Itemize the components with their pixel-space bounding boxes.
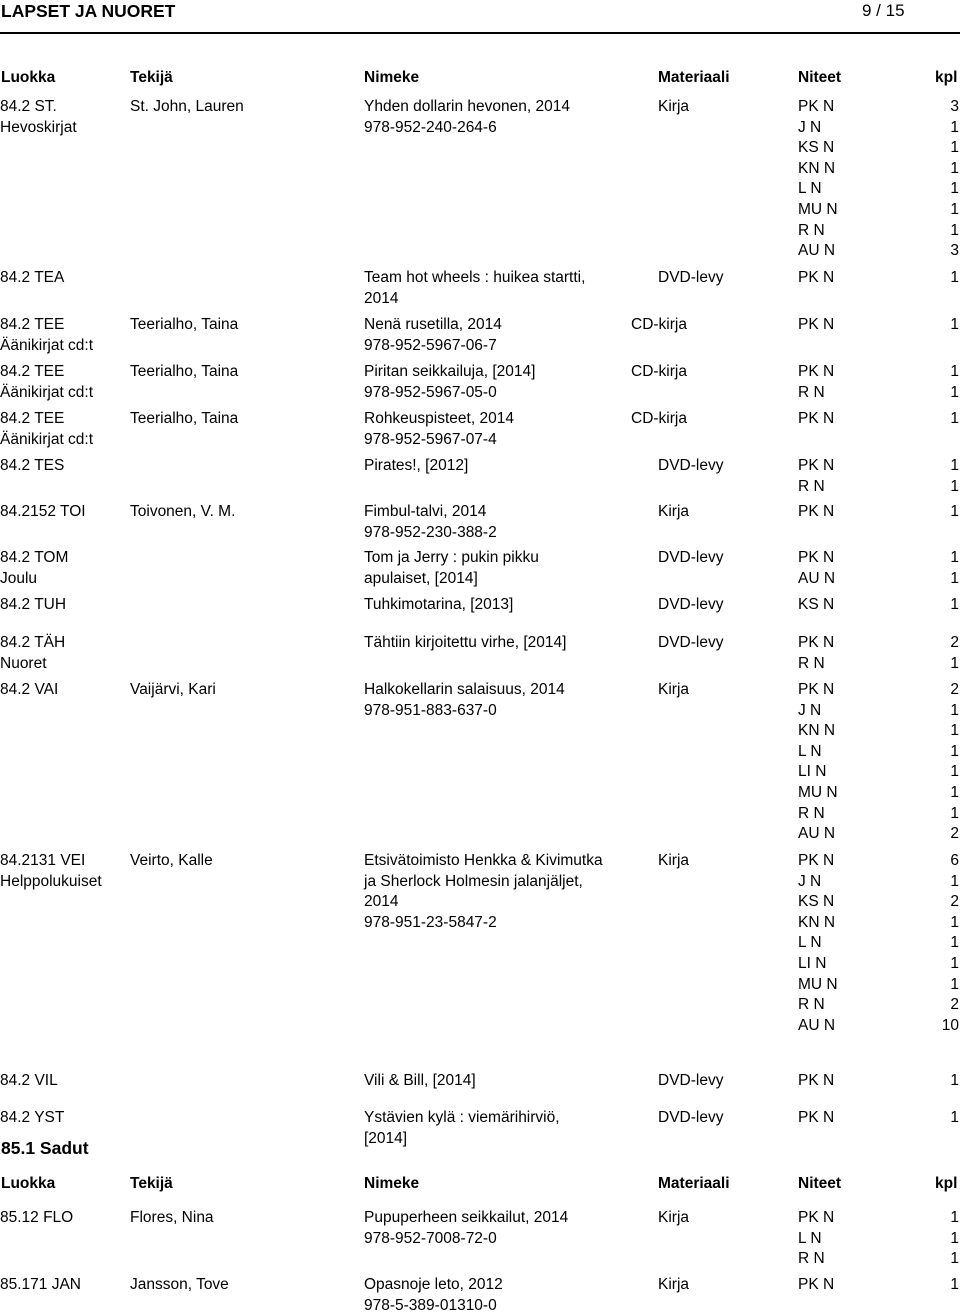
cell-kpl: 1 <box>950 1250 959 1268</box>
cell-niteet: PK N <box>798 1109 835 1126</box>
column-header-materiaali: Materiaali <box>658 69 730 86</box>
cell-kpl: 1 <box>950 269 959 286</box>
cell-niteet: R N <box>798 477 825 495</box>
cell-nimeke: 978-5-389-01310-0 <box>364 1296 497 1314</box>
cell-luokka: 84.2 TÄH <box>0 634 66 651</box>
cell-kpl: 1 <box>950 221 959 239</box>
cell-nimeke: Opasnoje leto, 2012 <box>364 1276 503 1293</box>
cell-nimeke: 978-952-230-388-2 <box>364 523 497 541</box>
cell-materiaali: Kirja <box>658 852 690 869</box>
cell-nimeke: Tuhkimotarina, [2013] <box>364 596 514 613</box>
cell-niteet: L N <box>798 934 822 952</box>
cell-nimeke: Nenä rusetilla, 2014 <box>364 316 502 333</box>
cell-nimeke: 2014 <box>364 893 399 911</box>
cell-tekija: Jansson, Tove <box>130 1276 229 1293</box>
cell-nimeke: Etsivätoimisto Henkka & Kivimutka <box>364 852 603 869</box>
cell-kpl: 1 <box>950 139 959 157</box>
cell-kpl: 1 <box>950 549 959 566</box>
cell-kpl: 1 <box>950 383 959 401</box>
cell-luokka: 85.12 FLO <box>0 1209 74 1226</box>
cell-niteet: PK N <box>798 503 835 520</box>
cell-materiaali: DVD-levy <box>658 549 724 566</box>
cell-nimeke: Halkokellarin salaisuus, 2014 <box>364 681 565 698</box>
cell-nimeke: Yhden dollarin hevonen, 2014 <box>364 98 570 115</box>
cell-niteet: AU N <box>798 825 836 843</box>
cell-nimeke: Vili & Bill, [2014] <box>364 1072 476 1089</box>
column-header-niteet: Niteet <box>798 1175 842 1192</box>
cell-luokka: 84.2152 TOI <box>0 503 86 520</box>
cell-niteet: MU N <box>798 784 838 801</box>
cell-kpl: 1 <box>950 503 959 520</box>
cell-kpl: 1 <box>950 955 959 972</box>
cell-luokka: 84.2 TEE <box>0 410 65 427</box>
cell-tekija: Toivonen, V. M. <box>130 503 236 520</box>
cell-kpl: 1 <box>950 569 959 587</box>
cell-kpl: 2 <box>950 681 959 698</box>
cell-kpl: 1 <box>950 763 959 781</box>
cell-niteet: PK N <box>798 410 835 427</box>
cell-kpl: 2 <box>950 893 959 911</box>
cell-kpl: 1 <box>950 654 959 672</box>
cell-kpl: 1 <box>950 913 959 931</box>
cell-luokka: 84.2 TEA <box>0 269 65 286</box>
cell-luokka: Äänikirjat cd:t <box>0 430 94 448</box>
cell-kpl: 1 <box>950 784 959 801</box>
cell-niteet: PK N <box>798 549 835 566</box>
cell-kpl: 2 <box>950 996 959 1014</box>
cell-kpl: 1 <box>950 1209 959 1226</box>
cell-niteet: R N <box>798 804 825 822</box>
cell-materiaali: DVD-levy <box>658 1072 724 1089</box>
cell-materiaali: DVD-levy <box>658 457 724 474</box>
cell-materiaali: Kirja <box>658 1209 690 1226</box>
cell-nimeke: Rohkeuspisteet, 2014 <box>364 410 514 427</box>
cell-niteet: AU N <box>798 1016 836 1034</box>
cell-luokka: 85.171 JAN <box>0 1276 81 1293</box>
cell-tekija: St. John, Lauren <box>130 98 244 115</box>
cell-kpl: 1 <box>950 596 959 613</box>
column-header-niteet: Niteet <box>798 69 842 86</box>
cell-kpl: 10 <box>941 1016 959 1034</box>
cell-luokka: 84.2 TES <box>0 457 65 474</box>
cell-niteet: PK N <box>798 457 835 474</box>
cell-niteet: PK N <box>798 98 835 115</box>
cell-nimeke: Pupuperheen seikkailut, 2014 <box>364 1209 569 1226</box>
column-header-tekija: Tekijä <box>130 1175 173 1192</box>
cell-kpl: 1 <box>950 742 959 760</box>
cell-niteet: R N <box>798 383 825 401</box>
cell-kpl: 1 <box>950 1276 959 1293</box>
column-header-tekija: Tekijä <box>130 69 173 86</box>
cell-kpl: 1 <box>950 1109 959 1126</box>
cell-materiaali: CD-kirja <box>631 316 687 333</box>
header-divider <box>0 32 960 34</box>
cell-tekija: Teerialho, Taina <box>130 410 239 427</box>
cell-kpl: 1 <box>950 410 959 427</box>
cell-niteet: R N <box>798 996 825 1014</box>
cell-niteet: R N <box>798 654 825 672</box>
cell-luokka: 84.2 TOM <box>0 549 69 566</box>
cell-niteet: AU N <box>798 569 836 587</box>
cell-nimeke: 978-952-5967-06-7 <box>364 336 497 354</box>
cell-niteet: MU N <box>798 201 838 218</box>
cell-kpl: 2 <box>950 825 959 843</box>
cell-niteet: PK N <box>798 634 835 651</box>
cell-luokka: 84.2 TEE <box>0 363 65 380</box>
cell-niteet: PK N <box>798 1276 835 1293</box>
cell-luokka: 84.2 ST. <box>0 98 57 115</box>
cell-kpl: 1 <box>950 316 959 333</box>
column-header-luokka: Luokka <box>1 69 56 86</box>
cell-luokka: Helppolukuiset <box>0 872 102 890</box>
cell-nimeke: Team hot wheels : huikea startti, <box>364 269 586 286</box>
cell-niteet: KS N <box>798 893 835 911</box>
cell-niteet: J N <box>798 872 822 890</box>
cell-nimeke: Tom ja Jerry : pukin pikku <box>364 549 539 566</box>
cell-kpl: 1 <box>950 363 959 380</box>
cell-kpl: 1 <box>950 872 959 890</box>
cell-kpl: 3 <box>950 98 959 115</box>
cell-kpl: 1 <box>950 1229 959 1247</box>
cell-tekija: Teerialho, Taina <box>130 363 239 380</box>
cell-nimeke: Fimbul-talvi, 2014 <box>364 503 487 520</box>
cell-nimeke: 978-952-240-264-6 <box>364 118 497 136</box>
cell-kpl: 1 <box>950 201 959 218</box>
cell-niteet: J N <box>798 118 822 136</box>
cell-nimeke: Ystävien kylä : viemärihirviö, <box>364 1109 560 1126</box>
cell-nimeke: 978-951-23-5847-2 <box>364 913 497 931</box>
column-header-kpl: kpl <box>935 1175 958 1192</box>
cell-kpl: 1 <box>950 159 959 177</box>
cell-niteet: R N <box>798 221 825 239</box>
cell-nimeke: 2014 <box>364 289 399 307</box>
cell-materiaali: Kirja <box>658 98 690 115</box>
cell-tekija: Flores, Nina <box>130 1209 214 1226</box>
cell-luokka: Joulu <box>0 569 38 587</box>
cell-materiaali: Kirja <box>658 503 690 520</box>
page-title: LAPSET JA NUORET <box>1 1 176 21</box>
cell-niteet: AU N <box>798 242 836 260</box>
cell-kpl: 1 <box>950 722 959 740</box>
cell-kpl: 1 <box>950 934 959 952</box>
cell-niteet: KS N <box>798 596 835 613</box>
cell-kpl: 1 <box>950 477 959 495</box>
page-number: 9 / 15 <box>862 1 905 20</box>
column-header-nimeke: Nimeke <box>364 1175 420 1192</box>
cell-luokka: Äänikirjat cd:t <box>0 383 94 401</box>
cell-nimeke: ja Sherlock Holmesin jalanjäljet, <box>364 872 583 890</box>
cell-tekija: Teerialho, Taina <box>130 316 239 333</box>
cell-tekija: Vaijärvi, Kari <box>130 681 216 698</box>
cell-nimeke: Pirates!, [2012] <box>364 457 469 474</box>
cell-luokka: Nuoret <box>0 654 47 672</box>
column-header-luokka: Luokka <box>1 1175 56 1192</box>
cell-materiaali: DVD-levy <box>658 1109 724 1126</box>
cell-niteet: LI N <box>798 955 827 972</box>
cell-kpl: 1 <box>950 1072 959 1089</box>
cell-niteet: MU N <box>798 975 838 993</box>
cell-luokka: 84.2131 VEI <box>0 852 86 869</box>
cell-niteet: KN N <box>798 159 836 177</box>
cell-nimeke: apulaiset, [2014] <box>364 569 478 587</box>
cell-tekija: Veirto, Kalle <box>130 852 213 869</box>
cell-kpl: 1 <box>950 118 959 136</box>
cell-luokka: Äänikirjat cd:t <box>0 336 94 354</box>
cell-niteet: L N <box>798 1229 822 1247</box>
cell-luokka: 84.2 YST <box>0 1109 65 1126</box>
cell-materiaali: Kirja <box>658 681 690 698</box>
column-header-nimeke: Nimeke <box>364 69 420 86</box>
cell-materiaali: Kirja <box>658 1276 690 1293</box>
cell-nimeke: 978-951-883-637-0 <box>364 701 497 719</box>
cell-materiaali: DVD-levy <box>658 634 724 651</box>
cell-niteet: PK N <box>798 316 835 333</box>
cell-nimeke: Tähtiin kirjoitettu virhe, [2014] <box>364 634 567 651</box>
cell-niteet: PK N <box>798 269 835 286</box>
cell-kpl: 1 <box>950 701 959 719</box>
column-header-kpl: kpl <box>935 69 958 86</box>
cell-materiaali: CD-kirja <box>631 363 687 380</box>
cell-niteet: KN N <box>798 913 836 931</box>
cell-kpl: 1 <box>950 975 959 993</box>
cell-kpl: 2 <box>950 634 959 651</box>
cell-materiaali: DVD-levy <box>658 269 724 286</box>
cell-kpl: 1 <box>950 180 959 198</box>
cell-kpl: 1 <box>950 457 959 474</box>
cell-materiaali: CD-kirja <box>631 410 687 427</box>
cell-luokka: 84.2 VIL <box>0 1072 58 1089</box>
cell-niteet: PK N <box>798 852 835 869</box>
cell-nimeke: 978-952-7008-72-0 <box>364 1229 497 1247</box>
cell-niteet: J N <box>798 701 822 719</box>
cell-nimeke: 978-952-5967-05-0 <box>364 383 497 401</box>
cell-niteet: PK N <box>798 1072 835 1089</box>
cell-niteet: PK N <box>798 1209 835 1226</box>
section-title: 85.1 Sadut <box>1 1138 89 1158</box>
cell-materiaali: DVD-levy <box>658 596 724 613</box>
cell-niteet: PK N <box>798 681 835 698</box>
cell-niteet: KS N <box>798 139 835 157</box>
cell-niteet: L N <box>798 180 822 198</box>
cell-nimeke: [2014] <box>364 1129 408 1147</box>
cell-nimeke: 978-952-5967-07-4 <box>364 430 497 448</box>
cell-luokka: 84.2 TUH <box>0 596 67 613</box>
cell-luokka: 84.2 VAI <box>0 681 59 698</box>
cell-niteet: LI N <box>798 763 827 781</box>
cell-nimeke: Piritan seikkailuja, [2014] <box>364 363 536 380</box>
cell-luokka: 84.2 TEE <box>0 316 65 333</box>
column-header-materiaali: Materiaali <box>658 1175 730 1192</box>
cell-niteet: PK N <box>798 363 835 380</box>
cell-kpl: 6 <box>950 852 959 869</box>
cell-kpl: 1 <box>950 804 959 822</box>
cell-kpl: 3 <box>950 242 959 260</box>
cell-niteet: KN N <box>798 722 836 740</box>
cell-niteet: R N <box>798 1250 825 1268</box>
cell-luokka: Hevoskirjat <box>0 118 77 136</box>
cell-niteet: L N <box>798 742 822 760</box>
